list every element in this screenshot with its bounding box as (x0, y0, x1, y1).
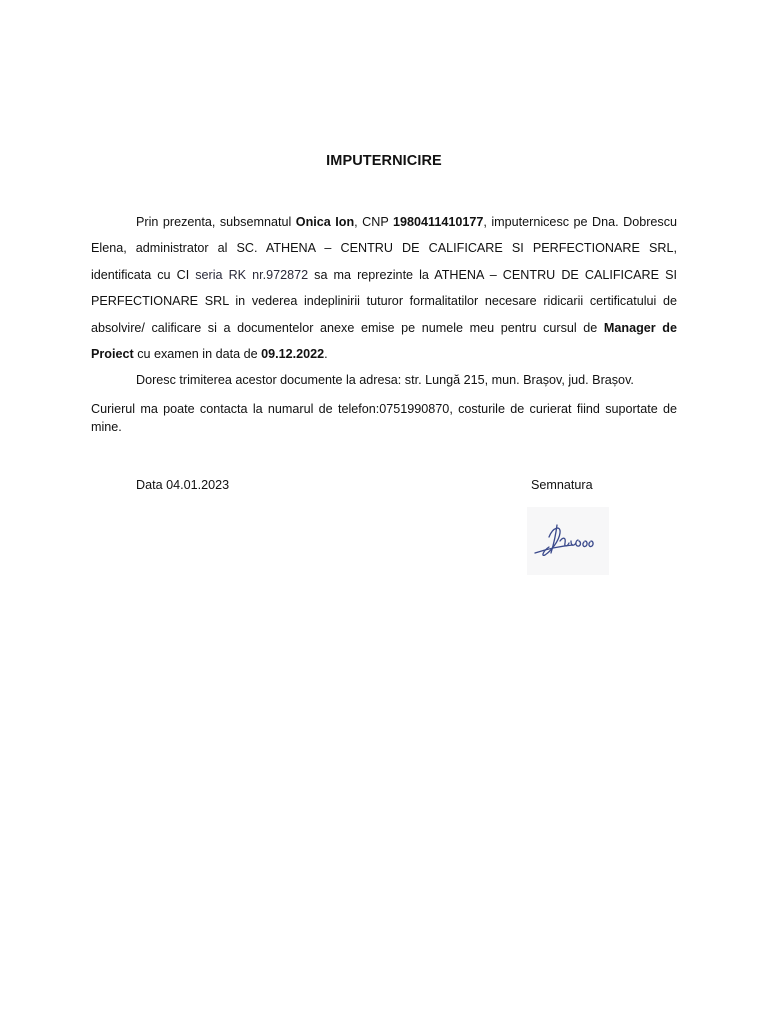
signature-drawing (527, 507, 609, 575)
document-title: IMPUTERNICIRE (326, 153, 442, 169)
authorization-paragraph (91, 209, 677, 367)
id-series: seria RK nr.972872 (195, 267, 309, 282)
cnp-value: 1980411410177 (393, 215, 484, 229)
handwritten-signature (527, 507, 609, 575)
date-line: Data 04.01.2023 (136, 478, 230, 492)
p1-text-5: cu examen in data de (133, 347, 262, 362)
exam-date: 09.12.2022 (261, 347, 325, 362)
address-paragraph: Doresc trimiterea acestor documente la adresa: str. Lungă 215, mun. Brașov, jud. Brașov. (136, 373, 634, 387)
course-name: Manager de Proiect (91, 320, 677, 362)
grantor-name: Onica Ion (295, 215, 355, 229)
p1-text-3: , imputernicesc pe Dna. Dobrescu Elena, administrator al SC. ATHENA – CENTRU DE CALIFICARE SI PERFECTIONARE SRL, identificata cu CI (91, 215, 678, 282)
p1-text-4: sa ma reprezinte la ATHENA – CENTRU DE CALIFICARE SI PERFECTIONARE SRL in vederea indeplinirii tuturor formalitatilor necesare ridicarii certificatului de absolvire/ calificare si a documentelor anexe emise pe numele meu pentru cursul de (91, 267, 677, 335)
courier-paragraph: Curierul ma poate contacta la numarul de telefon:0751990870, costurile de curierat fiind suportate de mine. (91, 402, 677, 434)
p1-text-1: Prin prezenta, subsemnatul (136, 215, 296, 229)
signature-label: Semnatura (531, 478, 593, 492)
p1-text-6: . (324, 347, 328, 362)
p1-text-2: , CNP (354, 215, 393, 229)
